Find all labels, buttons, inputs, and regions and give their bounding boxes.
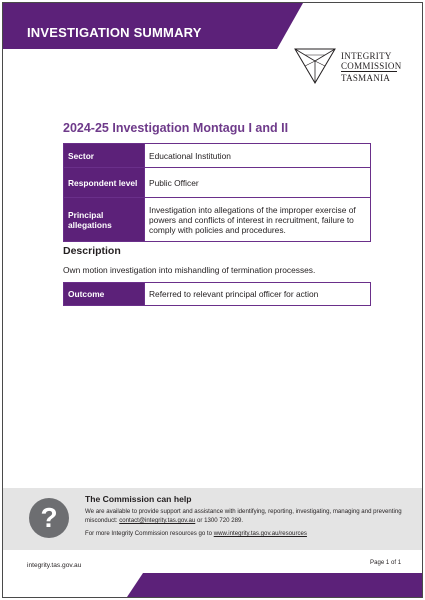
header-title: INVESTIGATION SUMMARY bbox=[27, 25, 202, 40]
table-row bbox=[64, 168, 371, 198]
description-heading: Description bbox=[63, 245, 121, 257]
contact-email-link[interactable]: contact@integrity.tas.gov.au bbox=[119, 517, 196, 524]
outcome-label: Outcome bbox=[64, 283, 145, 306]
table-row bbox=[64, 198, 371, 242]
help-box bbox=[3, 488, 422, 550]
help-text-b: or 1300 720 289. bbox=[195, 517, 244, 524]
row-label: Respondent level bbox=[64, 168, 145, 198]
outcome-value: Referred to relevant principal officer for action bbox=[145, 283, 371, 306]
outcome-table bbox=[63, 282, 371, 306]
resources-link[interactable]: www.integrity.tas.gov.au/resources bbox=[213, 530, 307, 537]
row-value: Investigation into allegations of the improper exercise of powers and conflicts of interest in recruitment, failure to comply with policies and procedures. bbox=[145, 198, 371, 242]
table-row bbox=[64, 144, 371, 168]
help-text-a: We are available to provide support and assistance with identifying, reporting, investigating, managing and preventing misconduct: bbox=[85, 508, 402, 524]
table-row bbox=[64, 283, 371, 306]
description-text: Own motion investigation into mishandling of termination processes. bbox=[63, 265, 316, 275]
logo-line-1: INTEGRITY bbox=[341, 51, 392, 61]
logo-line-3: TASMANIA bbox=[341, 73, 391, 83]
footer-band bbox=[127, 573, 422, 597]
document-page bbox=[2, 2, 423, 598]
footer-website[interactable]: integrity.tas.gov.au bbox=[27, 562, 82, 569]
footer-page-number: Page 1 of 1 bbox=[370, 559, 402, 566]
logo-rule bbox=[341, 71, 397, 72]
help-text-c: For more Integrity Commission resources go to bbox=[85, 530, 214, 537]
row-label: Principal allegations bbox=[64, 198, 145, 242]
row-value: Educational Institution bbox=[145, 144, 371, 168]
help-text bbox=[85, 507, 415, 525]
help-resources-text bbox=[85, 530, 415, 537]
help-heading: The Commission can help bbox=[85, 494, 192, 504]
logo-wordmark bbox=[341, 51, 402, 83]
question-mark-icon: ? bbox=[29, 498, 69, 538]
integrity-commission-logo bbox=[293, 47, 413, 87]
row-value: Public Officer bbox=[145, 168, 371, 198]
row-label: Sector bbox=[64, 144, 145, 168]
investigation-title: 2024-25 Investigation Montagu I and II bbox=[63, 121, 289, 135]
logo-line-2: COMMISSION bbox=[341, 61, 402, 71]
investigation-details-table bbox=[63, 143, 371, 242]
logo-triangle-icon bbox=[293, 47, 337, 85]
